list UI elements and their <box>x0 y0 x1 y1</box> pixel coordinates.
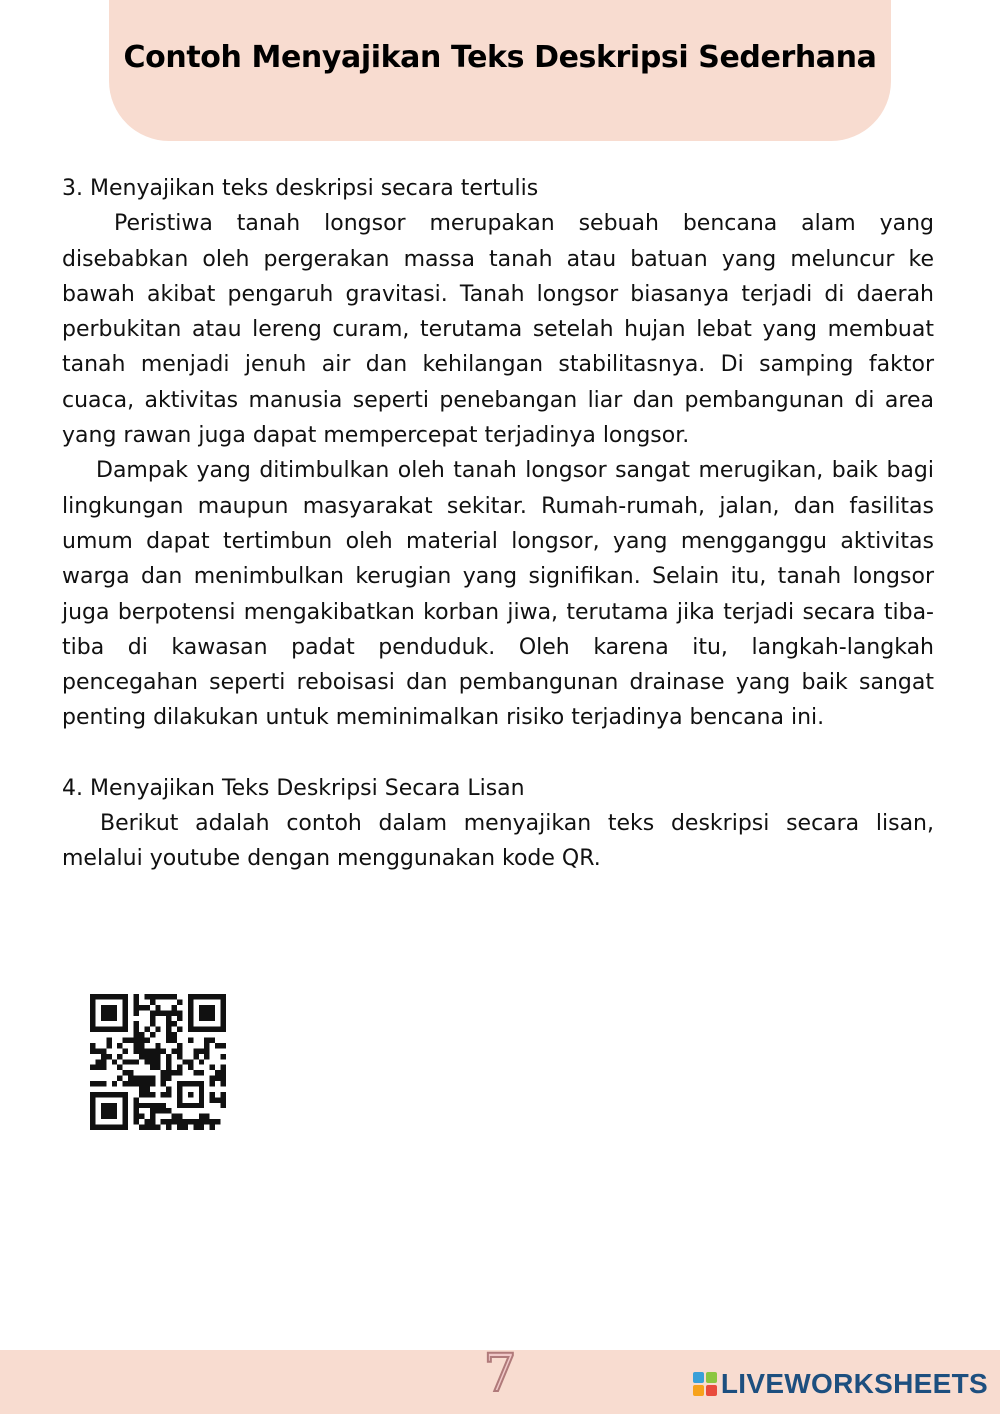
qr-module <box>177 1048 182 1053</box>
qr-module <box>134 1038 139 1043</box>
qr-module <box>134 1010 139 1015</box>
qr-module <box>144 1059 149 1064</box>
qr-module <box>166 1086 171 1091</box>
qr-module <box>150 1103 155 1108</box>
qr-module <box>210 1065 215 1070</box>
qr-module <box>134 994 139 999</box>
qr-module <box>144 1054 149 1059</box>
qr-module <box>150 1059 155 1064</box>
qr-module <box>123 1070 128 1075</box>
qr-module <box>144 1081 149 1086</box>
qr-module <box>204 1038 209 1043</box>
qr-module <box>177 1125 182 1130</box>
qr-module <box>221 1081 226 1086</box>
qr-module <box>199 1114 204 1119</box>
qr-module <box>134 1114 139 1119</box>
qr-module <box>139 1086 144 1091</box>
qr-module <box>210 1125 215 1130</box>
qr-module <box>155 1027 160 1032</box>
qr-module <box>155 1010 160 1015</box>
qr-module <box>210 1081 215 1086</box>
qr-module <box>150 1081 155 1086</box>
liveworksheets-logo-icon <box>693 1372 717 1396</box>
qr-module <box>166 994 171 999</box>
qr-module <box>166 1070 171 1075</box>
qr-module <box>144 1027 149 1032</box>
qr-module <box>155 1065 160 1070</box>
qr-module <box>161 1076 166 1081</box>
qr-module <box>144 994 149 999</box>
qr-module <box>166 1054 171 1059</box>
qr-module <box>172 1038 177 1043</box>
qr-module <box>155 1059 160 1064</box>
qr-module <box>95 1059 100 1064</box>
qr-module <box>128 1081 133 1086</box>
qr-module <box>193 1125 198 1130</box>
qr-module <box>123 1081 128 1086</box>
qr-module <box>139 1125 144 1130</box>
qr-module <box>144 1005 149 1010</box>
qr-module <box>112 1059 117 1064</box>
brand-name: LIVEWORKSHEETS <box>720 1368 988 1399</box>
qr-module <box>172 1048 177 1053</box>
qr-module <box>161 1081 166 1086</box>
section-4-paragraph: Berikut adalah contoh dalam menyajikan teks deskripsi secara lisan, melalui youtube dengan menggunakan kode QR. <box>62 811 934 872</box>
qr-module <box>117 1076 122 1081</box>
qr-module <box>199 1070 204 1075</box>
qr-module <box>182 1059 187 1064</box>
qr-module <box>221 1043 226 1048</box>
qr-module <box>150 1032 155 1037</box>
qr-module <box>150 1021 155 1026</box>
qr-module <box>177 999 182 1004</box>
qr-module <box>101 1054 106 1059</box>
qr-module <box>144 1038 149 1043</box>
qr-module <box>172 1114 177 1119</box>
qr-module <box>188 1038 193 1043</box>
qr-module <box>161 1092 166 1097</box>
section-3-heading: 3. Menyajikan teks deskripsi secara tertulis <box>62 176 539 201</box>
qr-module <box>172 1005 177 1010</box>
qr-module <box>177 1114 182 1119</box>
qr-module <box>112 1081 117 1086</box>
qr-module <box>166 1092 171 1097</box>
qr-module <box>215 1119 220 1124</box>
qr-module <box>134 1108 139 1113</box>
qr-module <box>166 1065 171 1070</box>
qr-module <box>134 999 139 1004</box>
qr-module <box>172 1032 177 1037</box>
qr-module <box>144 1119 149 1124</box>
qr-module <box>177 1065 182 1070</box>
qr-module <box>134 1076 139 1081</box>
qr-module <box>134 1021 139 1026</box>
liveworksheets-brand[interactable] <box>693 1370 988 1398</box>
qr-module <box>128 1059 133 1064</box>
qr-module <box>101 1048 106 1053</box>
qr-module <box>134 1048 139 1053</box>
qr-module <box>139 1092 144 1097</box>
qr-code[interactable] <box>90 994 226 1130</box>
qr-module <box>199 1119 204 1124</box>
qr-module <box>134 1005 139 1010</box>
qr-module <box>161 1048 166 1053</box>
qr-module <box>155 1054 160 1059</box>
qr-module <box>166 1032 171 1037</box>
qr-module <box>204 1043 209 1048</box>
qr-module <box>134 1097 139 1102</box>
qr-module <box>144 1048 149 1053</box>
qr-module <box>188 1119 193 1124</box>
qr-module <box>172 1021 177 1026</box>
qr-module <box>117 1065 122 1070</box>
qr-module <box>199 1059 204 1064</box>
qr-module <box>177 1010 182 1015</box>
qr-module <box>150 1016 155 1021</box>
qr-module <box>139 1114 144 1119</box>
qr-module <box>155 1125 160 1130</box>
qr-module <box>161 994 166 999</box>
qr-module <box>177 1027 182 1032</box>
qr-module <box>155 1005 160 1010</box>
qr-module <box>166 1125 171 1130</box>
qr-module <box>166 1119 171 1124</box>
qr-module <box>139 1103 144 1108</box>
qr-module <box>188 1065 193 1070</box>
qr-module <box>90 1081 95 1086</box>
qr-module <box>177 1070 182 1075</box>
qr-module <box>215 1097 220 1102</box>
qr-module <box>182 1125 187 1130</box>
qr-module <box>134 1081 139 1086</box>
qr-module <box>177 1119 182 1124</box>
qr-module <box>182 1119 187 1124</box>
qr-module <box>210 1119 215 1124</box>
qr-module <box>221 1076 226 1081</box>
footer <box>0 1344 1000 1414</box>
qr-module <box>221 1092 226 1097</box>
qr-module <box>188 1059 193 1064</box>
qr-module <box>95 1048 100 1053</box>
section-3-paragraph-1: Peristiwa tanah longsor merupakan sebuah bencana alam yang disebabkan oleh pergerakan massa tanah atau batuan yang meluncur ke bawah akibat pengaruh gravitasi. Tanah longsor biasanya terjadi di daerah perbukitan atau lereng curam, terutama setelah hujan lebat yang membuat tanah menjadi jenuh air dan kehilangan stabilitasnya. Di samping faktor cuaca, aktivitas manusia seperti penebangan liar dan pembangunan di area yang rawan juga dapat mempercepat terjadinya longsor. <box>62 211 934 449</box>
qr-module <box>134 1119 139 1124</box>
qr-module <box>204 1119 209 1124</box>
qr-module <box>215 1076 220 1081</box>
spacer <box>62 736 934 771</box>
qr-module <box>150 1092 155 1097</box>
qr-module <box>139 1005 144 1010</box>
qr-module <box>155 1043 160 1048</box>
qr-module <box>177 1054 182 1059</box>
qr-module <box>210 1092 215 1097</box>
qr-module <box>204 1114 209 1119</box>
qr-module <box>117 1054 122 1059</box>
qr-module <box>177 1016 182 1021</box>
qr-module <box>144 1086 149 1091</box>
qr-module <box>134 1032 139 1037</box>
qr-module <box>139 1076 144 1081</box>
qr-module <box>117 1043 122 1048</box>
qr-module <box>150 999 155 1004</box>
qr-module <box>150 1108 155 1113</box>
qr-module <box>221 1070 226 1075</box>
qr-module <box>134 1059 139 1064</box>
qr-module <box>166 1038 171 1043</box>
qr-module <box>139 1043 144 1048</box>
qr-module <box>95 1065 100 1070</box>
qr-module <box>144 1103 149 1108</box>
qr-module <box>177 1043 182 1048</box>
section-4-heading: 4. Menyajikan Teks Deskripsi Secara Lisan <box>62 775 525 801</box>
qr-module <box>221 1054 226 1059</box>
qr-module <box>199 1048 204 1053</box>
qr-module <box>172 1010 177 1015</box>
qr-module <box>95 1081 100 1086</box>
qr-module <box>139 1038 144 1043</box>
qr-module <box>166 1076 171 1081</box>
qr-module <box>193 1054 198 1059</box>
qr-module <box>204 1048 209 1053</box>
qr-module <box>90 1043 95 1048</box>
qr-module <box>161 1010 166 1015</box>
qr-module <box>144 1125 149 1130</box>
qr-module <box>139 1081 144 1086</box>
qr-module <box>215 1070 220 1075</box>
qr-module <box>161 1108 166 1113</box>
qr-module <box>144 1092 149 1097</box>
main-content <box>62 171 934 877</box>
qr-module <box>90 1065 95 1070</box>
qr-module <box>210 1097 215 1102</box>
qr-module <box>144 1076 149 1081</box>
qr-module <box>150 1010 155 1015</box>
qr-module <box>221 1103 226 1108</box>
qr-module <box>150 1119 155 1124</box>
qr-module <box>166 1016 171 1021</box>
qr-module <box>134 1103 139 1108</box>
qr-module <box>128 1038 133 1043</box>
qr-module <box>101 1081 106 1086</box>
qr-module <box>101 1059 106 1064</box>
qr-module <box>139 1048 144 1053</box>
qr-module <box>155 1103 160 1108</box>
qr-module <box>123 1059 128 1064</box>
qr-module <box>139 1032 144 1037</box>
qr-module <box>193 1070 198 1075</box>
qr-module <box>139 1054 144 1059</box>
qr-module <box>150 1076 155 1081</box>
qr-module <box>106 1054 111 1059</box>
qr-module <box>193 1119 198 1124</box>
qr-module <box>128 1076 133 1081</box>
qr-module <box>123 1038 128 1043</box>
qr-module <box>134 1043 139 1048</box>
qr-module <box>150 1125 155 1130</box>
qr-module <box>90 1048 95 1053</box>
qr-module <box>150 1048 155 1053</box>
qr-module <box>199 1125 204 1130</box>
qr-module <box>221 1097 226 1102</box>
qr-module <box>172 1070 177 1075</box>
qr-module <box>150 1054 155 1059</box>
qr-module <box>166 1010 171 1015</box>
qr-module <box>166 1108 171 1113</box>
qr-module <box>210 1076 215 1081</box>
qr-module <box>106 1038 111 1043</box>
qr-module <box>101 1065 106 1070</box>
section-3-paragraph-2: Dampak yang ditimbulkan oleh tanah longsor sangat merugikan, baik bagi lingkungan maupun masyarakat sekitar. Rumah-rumah, jalan, dan fasilitas umum dapat tertimbun oleh material longsor, yang mengganggu aktivitas warga dan menimbulkan kerugian yang signifikan. Selain itu, tanah longsor juga berpotensi mengakibatkan korban jiwa, terutama jika terjadi secara tiba-tiba di kawasan padat penduduk. Oleh karena itu, langkah-langkah pencegahan seperti reboisasi dan pembangunan drainase yang baik sangat penting dilakukan untuk meminimalkan risiko terjadinya bencana ini. <box>62 458 934 731</box>
qr-module <box>155 1048 160 1053</box>
qr-module <box>155 1108 160 1113</box>
qr-module <box>166 1027 171 1032</box>
qr-module <box>106 1043 111 1048</box>
header-banner <box>109 0 891 141</box>
qr-module <box>150 1065 155 1070</box>
qr-module <box>172 994 177 999</box>
qr-module <box>134 1027 139 1032</box>
qr-module <box>161 1103 166 1108</box>
qr-module <box>193 1048 198 1053</box>
qr-module <box>204 1054 209 1059</box>
qr-module <box>172 1119 177 1124</box>
qr-module <box>166 1021 171 1026</box>
qr-module <box>155 994 160 999</box>
qr-module <box>161 1119 166 1124</box>
qr-module <box>123 1048 128 1053</box>
page-number: 7 <box>483 1344 517 1404</box>
qr-module <box>166 1059 171 1064</box>
qr-module <box>150 1114 155 1119</box>
qr-module <box>161 1070 166 1075</box>
page-title: Contoh Menyajikan Teks Deskripsi Sederhana <box>123 40 877 75</box>
qr-module <box>210 1038 215 1043</box>
qr-module <box>215 1043 220 1048</box>
qr-module <box>150 994 155 999</box>
qr-module <box>221 1065 226 1070</box>
qr-module <box>128 1070 133 1075</box>
